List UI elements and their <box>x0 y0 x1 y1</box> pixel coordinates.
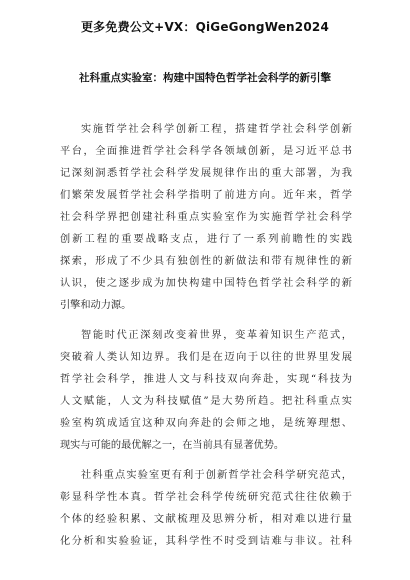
text-line: 彰显科学性本真。哲学社会科学传统研究范式往往依赖于 <box>60 492 352 503</box>
paragraph <box>60 119 352 317</box>
text-line: 化分析和实验验证，其科学性不时受到诘难与非议。社科 <box>60 536 352 547</box>
text-line: 个体的经验积累、文献梳理及思辨分析，相对难以进行量 <box>60 514 352 525</box>
paragraph <box>60 325 352 457</box>
text-line: 创新工程的重要战略支点，进行了一系列前瞻性的实践 <box>60 234 352 245</box>
text-line: 验室构筑成适宜这种双向奔赴的会师之地，是统筹理想、 <box>60 418 352 429</box>
watermark-header: 更多免费公文+VX：QiGeGongWen2024 <box>80 20 329 34</box>
text-line: 哲学社会科学，推进人文与科技双向奔赴，实现“科技为 <box>60 374 352 385</box>
text-line: 突破着人类认知边界。我们是在迈向于以往的世界里发展 <box>60 352 352 363</box>
text-line: 社科重点实验室更有利于创新哲学社会科学研究范式， <box>81 470 352 481</box>
text-line: 探索，形成了不少具有独创性的新做法和带有规律性的新 <box>60 256 352 267</box>
article-title: 社科重点实验室：构建中国特色哲学社会科学的新引擎 <box>79 72 331 84</box>
text-line: 记深刻洞悉哲学社会科学发展规律作出的重大部署，为我 <box>60 168 352 179</box>
text-line: 人文赋能，人文为科技赋值”是大势所趋。把社科重点实 <box>60 396 352 407</box>
text-line: 现实与可能的最优解之一，在当前具有显著优势。 <box>60 440 285 451</box>
text-line: 平台，全面推进哲学社会科学各领域创新，是习近平总书 <box>60 146 352 157</box>
text-line: 社会科学界把创建社科重点实验室作为实施哲学社会科学 <box>60 212 352 223</box>
text-line: 们繁荣发展哲学社会科学指明了前进方向。近年来，哲学 <box>60 190 352 201</box>
article-body <box>60 119 352 561</box>
text-line: 实施哲学社会科学创新工程，搭建哲学社会科学创新 <box>81 124 352 135</box>
text-line: 智能时代正深刻改变着世界，变革着知识生产范式， <box>81 330 352 341</box>
text-line: 引擎和动力源。 <box>60 300 132 311</box>
paragraph <box>60 465 352 553</box>
text-line: 认识，使之逐步成为加快构建中国特色哲学社会科学的新 <box>60 278 352 289</box>
